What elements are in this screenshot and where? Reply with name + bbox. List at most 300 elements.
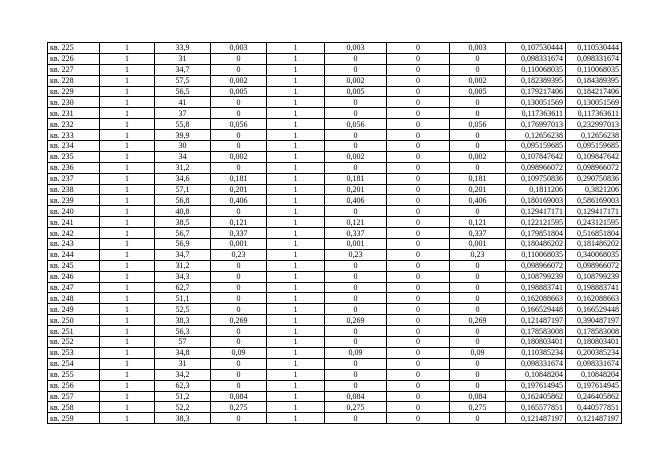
value-cell: 1 bbox=[267, 173, 325, 184]
value-cell: 0 bbox=[211, 130, 267, 141]
table-row bbox=[48, 53, 622, 64]
apartment-label-cell: кв. 252 bbox=[48, 337, 100, 348]
value-cell: 0 bbox=[387, 108, 450, 119]
value-cell: 1 bbox=[267, 206, 325, 217]
apartment-label-cell: кв. 251 bbox=[48, 326, 100, 337]
table-row bbox=[48, 282, 622, 293]
value-cell: 0,002 bbox=[325, 75, 387, 86]
value-cell: 0,337 bbox=[325, 228, 387, 239]
value-cell: 1 bbox=[267, 304, 325, 315]
apartment-label-cell: кв. 233 bbox=[48, 130, 100, 141]
value-cell: 0 bbox=[211, 413, 267, 424]
value-cell: 0,12656238 bbox=[566, 130, 622, 141]
value-cell: 51,1 bbox=[155, 293, 211, 304]
value-cell: 0 bbox=[387, 260, 450, 271]
value-cell: 1 bbox=[100, 271, 155, 282]
value-cell: 1 bbox=[100, 380, 155, 391]
value-cell: 0,121 bbox=[450, 217, 506, 228]
apartment-label-cell: кв. 226 bbox=[48, 53, 100, 64]
value-cell: 1 bbox=[267, 239, 325, 250]
value-cell: 1 bbox=[100, 217, 155, 228]
value-cell: 1 bbox=[267, 75, 325, 86]
value-cell: 0,130051569 bbox=[506, 97, 566, 108]
value-cell: 0 bbox=[387, 64, 450, 75]
table-row bbox=[48, 184, 622, 195]
table-row bbox=[48, 402, 622, 413]
value-cell: 1 bbox=[100, 119, 155, 130]
value-cell: 0,098966072 bbox=[566, 162, 622, 173]
value-cell: 0 bbox=[325, 53, 387, 64]
value-cell: 0,201 bbox=[450, 184, 506, 195]
table-row bbox=[48, 293, 622, 304]
value-cell: 1 bbox=[100, 304, 155, 315]
apartment-label-cell: кв. 240 bbox=[48, 206, 100, 217]
value-cell: 0 bbox=[211, 162, 267, 173]
value-cell: 0 bbox=[450, 260, 506, 271]
value-cell: 0 bbox=[387, 119, 450, 130]
value-cell: 0,180803401 bbox=[566, 337, 622, 348]
value-cell: 0,181 bbox=[325, 173, 387, 184]
value-cell: 0,129417171 bbox=[506, 206, 566, 217]
value-cell: 0,117363611 bbox=[506, 108, 566, 119]
value-cell: 0,162405862 bbox=[506, 391, 566, 402]
value-cell: 0,290750836 bbox=[566, 173, 622, 184]
value-cell: 0,337 bbox=[211, 228, 267, 239]
value-cell: 0,12656238 bbox=[506, 130, 566, 141]
apartment-label-cell: кв. 256 bbox=[48, 380, 100, 391]
value-cell: 39,9 bbox=[155, 130, 211, 141]
apartment-label-cell: кв. 255 bbox=[48, 369, 100, 380]
value-cell: 56,9 bbox=[155, 239, 211, 250]
value-cell: 1 bbox=[100, 413, 155, 424]
value-cell: 0 bbox=[387, 271, 450, 282]
value-cell: 40,8 bbox=[155, 206, 211, 217]
value-cell: 0 bbox=[325, 108, 387, 119]
table-row bbox=[48, 337, 622, 348]
value-cell: 0,178583008 bbox=[566, 326, 622, 337]
value-cell: 0 bbox=[450, 130, 506, 141]
apartment-label-cell: кв. 236 bbox=[48, 162, 100, 173]
value-cell: 31,2 bbox=[155, 260, 211, 271]
value-cell: 1 bbox=[100, 97, 155, 108]
value-cell: 0 bbox=[325, 358, 387, 369]
value-cell: 0 bbox=[450, 304, 506, 315]
value-cell: 0,002 bbox=[325, 151, 387, 162]
value-cell: 37 bbox=[155, 108, 211, 119]
value-cell: 1 bbox=[100, 162, 155, 173]
value-cell: 0,005 bbox=[325, 86, 387, 97]
value-cell: 0,095159685 bbox=[566, 141, 622, 152]
table-row bbox=[48, 315, 622, 326]
value-cell: 0,406 bbox=[325, 195, 387, 206]
value-cell: 0 bbox=[325, 369, 387, 380]
value-cell: 1 bbox=[267, 380, 325, 391]
value-cell: 0 bbox=[211, 53, 267, 64]
value-cell: 0,001 bbox=[325, 239, 387, 250]
value-cell: 1 bbox=[100, 86, 155, 97]
value-cell: 0,002 bbox=[211, 75, 267, 86]
value-cell: 1 bbox=[267, 293, 325, 304]
value-cell: 51,2 bbox=[155, 391, 211, 402]
value-cell: 0 bbox=[211, 97, 267, 108]
value-cell: 0 bbox=[387, 97, 450, 108]
value-cell: 0 bbox=[325, 293, 387, 304]
apartment-label-cell: кв. 241 bbox=[48, 217, 100, 228]
value-cell: 1 bbox=[100, 173, 155, 184]
value-cell: 0,516851804 bbox=[566, 228, 622, 239]
table-row bbox=[48, 260, 622, 271]
value-cell: 0 bbox=[387, 43, 450, 54]
value-cell: 56,7 bbox=[155, 228, 211, 239]
value-cell: 0 bbox=[387, 151, 450, 162]
value-cell: 0 bbox=[450, 53, 506, 64]
value-cell: 1 bbox=[100, 43, 155, 54]
value-cell: 0 bbox=[325, 64, 387, 75]
value-cell: 1 bbox=[267, 228, 325, 239]
value-cell: 0,098331674 bbox=[506, 358, 566, 369]
value-cell: 0 bbox=[387, 195, 450, 206]
table-row bbox=[48, 97, 622, 108]
value-cell: 34,3 bbox=[155, 271, 211, 282]
value-cell: 0,005 bbox=[211, 86, 267, 97]
value-cell: 1 bbox=[267, 271, 325, 282]
table-row bbox=[48, 347, 622, 358]
value-cell: 0,005 bbox=[450, 86, 506, 97]
value-cell: 1 bbox=[100, 293, 155, 304]
table-row bbox=[48, 380, 622, 391]
value-cell: 1 bbox=[267, 358, 325, 369]
value-cell: 0 bbox=[211, 358, 267, 369]
value-cell: 1 bbox=[100, 53, 155, 64]
value-cell: 0 bbox=[450, 380, 506, 391]
table-row bbox=[48, 271, 622, 282]
apartment-label-cell: кв. 225 bbox=[48, 43, 100, 54]
value-cell: 1 bbox=[267, 151, 325, 162]
value-cell: 0,121487197 bbox=[506, 315, 566, 326]
value-cell: 0,001 bbox=[211, 239, 267, 250]
apartment-label-cell: кв. 246 bbox=[48, 271, 100, 282]
value-cell: 0,200385234 bbox=[566, 347, 622, 358]
value-cell: 0,084 bbox=[450, 391, 506, 402]
value-cell: 1 bbox=[267, 43, 325, 54]
table-row bbox=[48, 86, 622, 97]
value-cell: 0 bbox=[387, 380, 450, 391]
value-cell: 1 bbox=[267, 53, 325, 64]
table-row bbox=[48, 413, 622, 424]
value-cell: 0,178583008 bbox=[506, 326, 566, 337]
value-cell: 0,162088663 bbox=[506, 293, 566, 304]
value-cell: 0,002 bbox=[450, 151, 506, 162]
value-cell: 1 bbox=[100, 239, 155, 250]
value-cell: 0 bbox=[450, 337, 506, 348]
table-row bbox=[48, 75, 622, 86]
value-cell: 0,001 bbox=[450, 239, 506, 250]
value-cell: 0,084 bbox=[211, 391, 267, 402]
value-cell: 34,8 bbox=[155, 347, 211, 358]
value-cell: 1 bbox=[267, 337, 325, 348]
value-cell: 30 bbox=[155, 141, 211, 152]
value-cell: 0,098331674 bbox=[506, 53, 566, 64]
value-cell: 0 bbox=[325, 271, 387, 282]
value-cell: 0,121487197 bbox=[566, 413, 622, 424]
value-cell: 0,269 bbox=[211, 315, 267, 326]
value-cell: 34,6 bbox=[155, 173, 211, 184]
value-cell: 0,108799239 bbox=[566, 271, 622, 282]
value-cell: 0,098331674 bbox=[566, 358, 622, 369]
value-cell: 1 bbox=[100, 358, 155, 369]
apartment-label-cell: кв. 247 bbox=[48, 282, 100, 293]
value-cell: 55,8 bbox=[155, 119, 211, 130]
value-cell: 0,117363611 bbox=[566, 108, 622, 119]
value-cell: 0,180169003 bbox=[506, 195, 566, 206]
value-cell: 0,390487197 bbox=[566, 315, 622, 326]
value-cell: 1 bbox=[100, 206, 155, 217]
value-cell: 1 bbox=[267, 86, 325, 97]
value-cell: 1 bbox=[100, 75, 155, 86]
value-cell: 0,275 bbox=[211, 402, 267, 413]
value-cell: 1 bbox=[267, 195, 325, 206]
value-cell: 1 bbox=[100, 195, 155, 206]
value-cell: 0,098966072 bbox=[506, 162, 566, 173]
value-cell: 0 bbox=[211, 108, 267, 119]
value-cell: 0,107847642 bbox=[506, 151, 566, 162]
value-cell: 0,179217406 bbox=[506, 86, 566, 97]
value-cell: 1 bbox=[100, 108, 155, 119]
value-cell: 0 bbox=[387, 413, 450, 424]
value-cell: 0 bbox=[325, 130, 387, 141]
value-cell: 0,340068035 bbox=[566, 249, 622, 260]
value-cell: 56,5 bbox=[155, 86, 211, 97]
value-cell: 1 bbox=[100, 141, 155, 152]
apartment-label-cell: кв. 248 bbox=[48, 293, 100, 304]
value-cell: 0 bbox=[387, 358, 450, 369]
value-cell: 0,243121595 bbox=[566, 217, 622, 228]
value-cell: 0,10848204 bbox=[566, 369, 622, 380]
value-cell: 1 bbox=[100, 369, 155, 380]
value-cell: 0 bbox=[211, 206, 267, 217]
value-cell: 0 bbox=[211, 260, 267, 271]
value-cell: 1 bbox=[100, 130, 155, 141]
apartment-data-table bbox=[47, 42, 622, 424]
value-cell: 0,201 bbox=[211, 184, 267, 195]
value-cell: 0 bbox=[387, 217, 450, 228]
value-cell: 0,084 bbox=[325, 391, 387, 402]
value-cell: 0 bbox=[450, 162, 506, 173]
value-cell: 1 bbox=[267, 282, 325, 293]
value-cell: 0 bbox=[387, 282, 450, 293]
value-cell: 0,337 bbox=[450, 228, 506, 239]
value-cell: 1 bbox=[267, 108, 325, 119]
value-cell: 0,110068035 bbox=[506, 64, 566, 75]
value-cell: 31 bbox=[155, 358, 211, 369]
value-cell: 0 bbox=[325, 380, 387, 391]
value-cell: 0 bbox=[211, 64, 267, 75]
value-cell: 0 bbox=[387, 53, 450, 64]
apartment-label-cell: кв. 257 bbox=[48, 391, 100, 402]
table-row bbox=[48, 141, 622, 152]
value-cell: 1 bbox=[100, 184, 155, 195]
value-cell: 38,3 bbox=[155, 315, 211, 326]
apartment-label-cell: кв. 228 bbox=[48, 75, 100, 86]
value-cell: 0,246405862 bbox=[566, 391, 622, 402]
value-cell: 1 bbox=[100, 391, 155, 402]
table-row bbox=[48, 173, 622, 184]
value-cell: 0 bbox=[450, 141, 506, 152]
value-cell: 62,7 bbox=[155, 282, 211, 293]
value-cell: 1 bbox=[267, 162, 325, 173]
value-cell: 0,232997013 bbox=[566, 119, 622, 130]
value-cell: 0 bbox=[387, 206, 450, 217]
value-cell: 0,180803401 bbox=[506, 337, 566, 348]
value-cell: 0 bbox=[450, 282, 506, 293]
value-cell: 0,110385234 bbox=[506, 347, 566, 358]
value-cell: 1 bbox=[100, 282, 155, 293]
value-cell: 0 bbox=[450, 369, 506, 380]
value-cell: 1 bbox=[100, 326, 155, 337]
table-body bbox=[48, 43, 622, 424]
value-cell: 0,109750836 bbox=[506, 173, 566, 184]
value-cell: 0,23 bbox=[450, 249, 506, 260]
value-cell: 1 bbox=[267, 260, 325, 271]
value-cell: 0,098966072 bbox=[566, 260, 622, 271]
value-cell: 1 bbox=[100, 402, 155, 413]
value-cell: 1 bbox=[267, 130, 325, 141]
value-cell: 0,181486202 bbox=[566, 239, 622, 250]
value-cell: 0 bbox=[387, 228, 450, 239]
value-cell: 0,406 bbox=[211, 195, 267, 206]
table-row bbox=[48, 239, 622, 250]
value-cell: 0 bbox=[211, 282, 267, 293]
value-cell: 1 bbox=[267, 249, 325, 260]
table-row bbox=[48, 108, 622, 119]
value-cell: 0,002 bbox=[211, 151, 267, 162]
value-cell: 34,7 bbox=[155, 64, 211, 75]
value-cell: 0 bbox=[211, 369, 267, 380]
table-row bbox=[48, 195, 622, 206]
table-row bbox=[48, 304, 622, 315]
value-cell: 0,098966072 bbox=[506, 260, 566, 271]
value-cell: 0 bbox=[450, 293, 506, 304]
table-row bbox=[48, 391, 622, 402]
value-cell: 0 bbox=[211, 337, 267, 348]
value-cell: 0 bbox=[387, 184, 450, 195]
value-cell: 0,180486202 bbox=[506, 239, 566, 250]
value-cell: 0,3821206 bbox=[566, 184, 622, 195]
apartment-label-cell: кв. 253 bbox=[48, 347, 100, 358]
value-cell: 0 bbox=[450, 358, 506, 369]
value-cell: 1 bbox=[100, 337, 155, 348]
table-row bbox=[48, 228, 622, 239]
value-cell: 0 bbox=[211, 380, 267, 391]
apartment-label-cell: кв. 249 bbox=[48, 304, 100, 315]
value-cell: 0,198883741 bbox=[566, 282, 622, 293]
table-row bbox=[48, 358, 622, 369]
value-cell: 1 bbox=[267, 347, 325, 358]
apartment-label-cell: кв. 237 bbox=[48, 173, 100, 184]
value-cell: 0,108799239 bbox=[506, 271, 566, 282]
value-cell: 0 bbox=[325, 337, 387, 348]
value-cell: 1 bbox=[267, 141, 325, 152]
value-cell: 0,129417171 bbox=[566, 206, 622, 217]
value-cell: 0 bbox=[325, 141, 387, 152]
value-cell: 56,3 bbox=[155, 326, 211, 337]
table-row bbox=[48, 119, 622, 130]
value-cell: 0,586169003 bbox=[566, 195, 622, 206]
value-cell: 0 bbox=[387, 141, 450, 152]
apartment-label-cell: кв. 227 bbox=[48, 64, 100, 75]
value-cell: 31 bbox=[155, 53, 211, 64]
value-cell: 0,181 bbox=[211, 173, 267, 184]
value-cell: 0 bbox=[450, 97, 506, 108]
value-cell: 0,002 bbox=[450, 75, 506, 86]
value-cell: 0,23 bbox=[211, 249, 267, 260]
value-cell: 0,09 bbox=[325, 347, 387, 358]
value-cell: 0,406 bbox=[450, 195, 506, 206]
value-cell: 1 bbox=[267, 369, 325, 380]
value-cell: 1 bbox=[267, 97, 325, 108]
value-cell: 0,095159685 bbox=[506, 141, 566, 152]
value-cell: 0,269 bbox=[450, 315, 506, 326]
value-cell: 57,5 bbox=[155, 75, 211, 86]
value-cell: 56,8 bbox=[155, 195, 211, 206]
value-cell: 57 bbox=[155, 337, 211, 348]
value-cell: 0 bbox=[387, 337, 450, 348]
apartment-label-cell: кв. 245 bbox=[48, 260, 100, 271]
value-cell: 0 bbox=[450, 413, 506, 424]
value-cell: 1 bbox=[100, 249, 155, 260]
table-row bbox=[48, 326, 622, 337]
value-cell: 0,110530444 bbox=[566, 43, 622, 54]
value-cell: 0 bbox=[325, 304, 387, 315]
apartment-label-cell: кв. 230 bbox=[48, 97, 100, 108]
value-cell: 0,121487197 bbox=[506, 413, 566, 424]
apartment-label-cell: кв. 239 bbox=[48, 195, 100, 206]
apartment-label-cell: кв. 244 bbox=[48, 249, 100, 260]
value-cell: 0,121 bbox=[325, 217, 387, 228]
value-cell: 0 bbox=[387, 391, 450, 402]
value-cell: 41 bbox=[155, 97, 211, 108]
value-cell: 0,09 bbox=[211, 347, 267, 358]
value-cell: 0 bbox=[387, 162, 450, 173]
value-cell: 0,1811206 bbox=[506, 184, 566, 195]
value-cell: 0,003 bbox=[450, 43, 506, 54]
value-cell: 1 bbox=[267, 402, 325, 413]
value-cell: 0 bbox=[211, 304, 267, 315]
value-cell: 1 bbox=[267, 413, 325, 424]
value-cell: 0 bbox=[450, 64, 506, 75]
value-cell: 1 bbox=[267, 315, 325, 326]
value-cell: 0 bbox=[211, 326, 267, 337]
value-cell: 34,7 bbox=[155, 249, 211, 260]
value-cell: 0,165577851 bbox=[506, 402, 566, 413]
value-cell: 52,2 bbox=[155, 402, 211, 413]
value-cell: 0 bbox=[387, 173, 450, 184]
value-cell: 1 bbox=[100, 347, 155, 358]
value-cell: 1 bbox=[100, 151, 155, 162]
value-cell: 0 bbox=[325, 326, 387, 337]
value-cell: 0,440577851 bbox=[566, 402, 622, 413]
table-row bbox=[48, 162, 622, 173]
value-cell: 38,3 bbox=[155, 413, 211, 424]
value-cell: 1 bbox=[267, 184, 325, 195]
value-cell: 0,10848204 bbox=[506, 369, 566, 380]
value-cell: 0,176997013 bbox=[506, 119, 566, 130]
value-cell: 1 bbox=[267, 326, 325, 337]
value-cell: 0 bbox=[325, 206, 387, 217]
value-cell: 0 bbox=[450, 271, 506, 282]
value-cell: 0,166529448 bbox=[566, 304, 622, 315]
value-cell: 0 bbox=[387, 293, 450, 304]
